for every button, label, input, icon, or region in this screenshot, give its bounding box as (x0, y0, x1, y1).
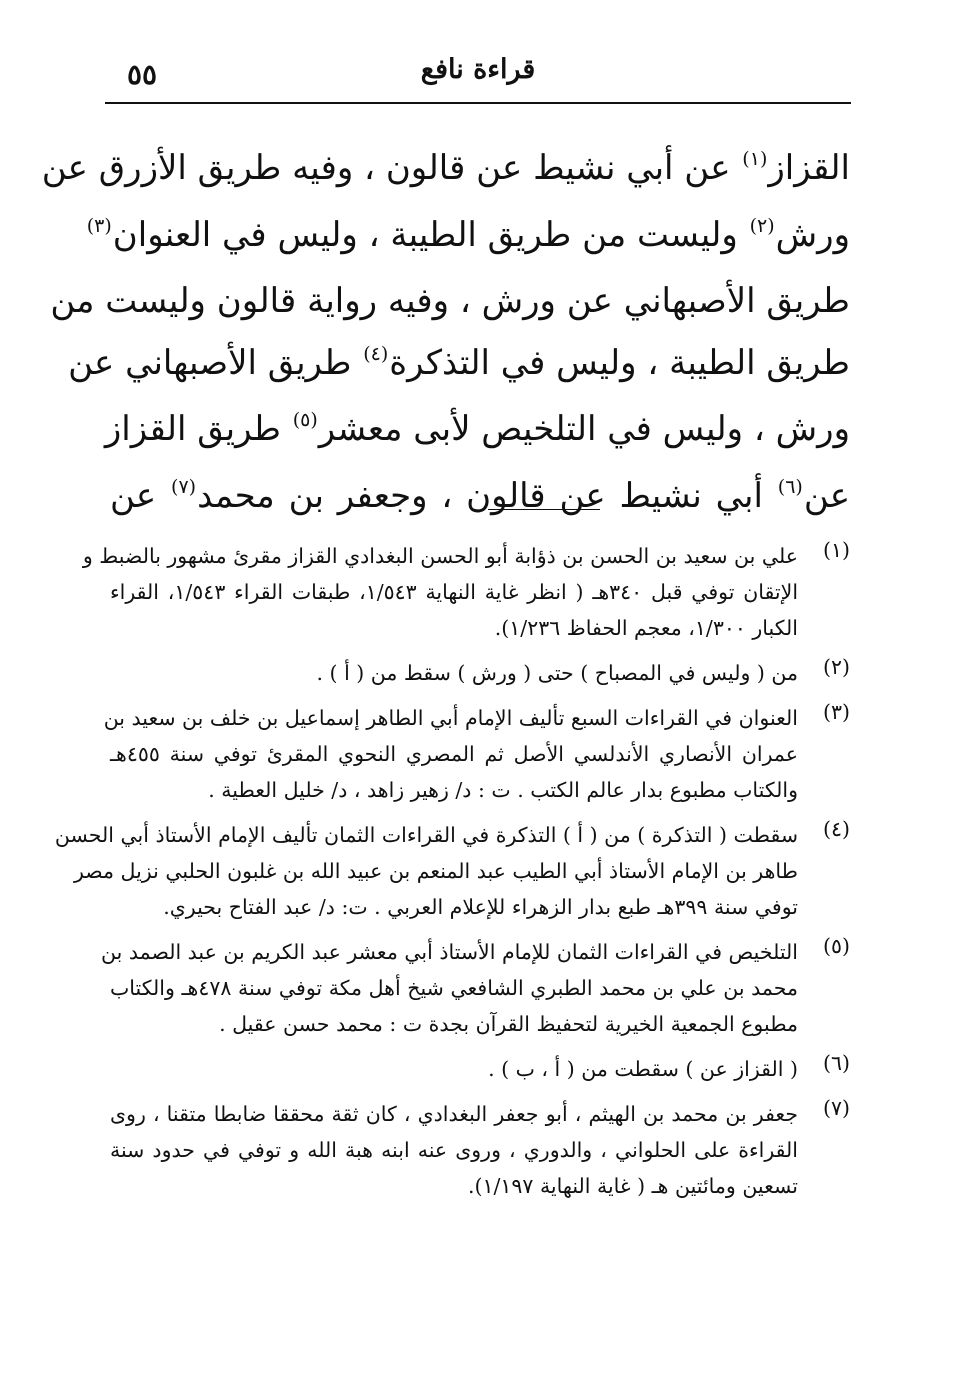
main-text-segment: طريق الأصبهاني عن (68, 342, 363, 383)
footnote (110, 1051, 850, 1087)
footnote-reference[interactable]: (٧) (171, 475, 197, 498)
footnote-body (110, 1051, 798, 1087)
footnote-line: توفي سنة ٣٩٩هـ طبع بدار الزهراء للإعلام العربي . ت: د/ عبد الفتاح بحيري. (163, 895, 798, 919)
main-text-line (68, 333, 850, 400)
footnote-line: محمد بن علي بن محمد الطبري الشافعي شيخ أهل مكة توفي سنة ٤٧٨هـ والكتاب (110, 976, 798, 1000)
main-text-segment: عن أبي نشيط عن قالون ، وفيه طريق الأزرق عن (41, 148, 742, 188)
footnote-line: والكتاب مطبوع بدار عالم الكتب . ت : د/ زهير زاهد ، د/ خليل العطية . (208, 778, 798, 802)
footnote-body (82, 538, 799, 646)
header-rule (105, 102, 851, 104)
footnote-number: (٧) (822, 1096, 850, 1120)
footnote-body (110, 1096, 798, 1204)
main-text-segment: القزاز (768, 148, 850, 188)
footnote-line: العنوان في القراءات السبع تأليف الإمام أبي الطاهر إسماعيل بن خلف بن سعيد بن (103, 706, 798, 730)
main-text (41, 138, 850, 532)
footnote-line: من ( وليس في المصباح ) حتى ( ورش ) سقط من ( أ ) . (316, 661, 798, 685)
footnote-line: مطبوع الجمعية الخيرية لتحفيظ القرآن بجدة ت : محمد حسن عقيل . (219, 1012, 798, 1036)
footnote (101, 934, 850, 1042)
footnote-line: الكبار ١/٣٠٠، معجم الحفاظ ١/٢٣٦). (494, 616, 798, 640)
main-text-segment: ورش (775, 214, 850, 255)
footnote-line: الإتقان توفي قبل ٣٤٠هـ ( انظر غاية النهاية ١/٥٤٣، طبقات القراء ١/٥٤٣، القراء (110, 580, 799, 604)
footnote-number: (١) (822, 538, 850, 562)
main-text-line (50, 271, 850, 333)
main-text-line (41, 138, 850, 205)
main-text-segment: ورش ، وليس في التلخيص لأبى معشر (318, 409, 850, 449)
footnote-body (101, 934, 798, 1042)
footnote-reference[interactable]: (١) (742, 148, 768, 170)
main-text-segment: عن (803, 475, 850, 516)
footnotes (54, 538, 850, 1213)
footnote (54, 817, 850, 925)
footnote-number: (٣) (822, 700, 850, 724)
main-text-line (86, 205, 850, 272)
footnote-body (110, 655, 798, 691)
footnote-line: عمران الأنصاري الأندلسي الأصل ثم المصري النحوي المقرئ توفي سنة ٤٥٥هـ (110, 742, 798, 766)
footnote (82, 538, 850, 646)
main-text-line (104, 399, 850, 466)
running-title: قراءة نافع (420, 54, 536, 85)
footnote-line: سقطت ( التذكرة ) من ( أ ) التذكرة في القراءات الثمان تأليف الإمام الأستاذ أبي الحسن (54, 823, 798, 847)
footnote-reference[interactable]: (٥) (292, 409, 318, 431)
footnote-number: (٥) (822, 934, 850, 958)
page-header (105, 52, 851, 104)
footnote-reference[interactable]: (٢) (749, 214, 775, 237)
footnote-number: (٦) (822, 1051, 850, 1075)
footnote-line: التلخيص في القراءات الثمان للإمام الأستاذ أبي معشر عبد الكريم بن عبد الصمد بن (101, 940, 798, 964)
footnote-body (103, 700, 798, 808)
main-text-segment: عن (110, 475, 171, 516)
footnote-reference[interactable]: (٦) (777, 475, 803, 498)
main-text-segment: طريق الطيبة ، وليس في التذكرة (389, 342, 850, 383)
footnote (110, 655, 850, 691)
footnote-line: علي بن سعيد بن الحسن بن ذؤابة أبو الحسن البغدادي القزاز مقرئ مشهور بالضبط و (82, 544, 798, 568)
footnote-reference[interactable]: (٣) (86, 214, 112, 237)
footnote (110, 1096, 850, 1204)
page-number: ٥٥ (127, 58, 158, 91)
main-text-segment: أبي نشيط عن قالون ، وجعفر بن محمد (197, 475, 777, 516)
main-text-segment: وليست من طريق الطيبة ، وليس في العنوان (112, 214, 749, 255)
footnote-line: جعفر بن محمد بن الهيثم ، أبو جعفر البغدادي ، كان ثقة محققا ضابطا متقنا ، روى (110, 1102, 798, 1126)
footnote-line: القراءة على الحلواني ، والدوري ، وروى عنه ابنه هبة الله و توفي في حدود سنة (110, 1138, 798, 1162)
footnote (103, 700, 850, 808)
footnote-number: (٤) (822, 817, 850, 841)
main-text-segment: طريق القزاز (104, 409, 292, 449)
footnote-separator (488, 509, 600, 510)
footnote-body (54, 817, 798, 925)
footnote-line: ( القزاز عن ) سقطت من ( أ ، ب ) . (488, 1057, 798, 1081)
footnote-line: تسعين ومائتين هـ ( غاية النهاية ١/١٩٧). (467, 1174, 798, 1198)
footnote-number: (٢) (822, 655, 850, 679)
main-text-segment: طريق الأصبهاني عن ورش ، وفيه رواية قالون وليست من (50, 281, 850, 321)
footnote-line: طاهر بن الإمام الأستاذ أبي الطيب عبد المنعم بن عبيد الله بن غلبون الحلبي نزيل مصر (73, 859, 798, 883)
main-text-line (110, 466, 850, 533)
footnote-reference[interactable]: (٤) (363, 342, 389, 365)
